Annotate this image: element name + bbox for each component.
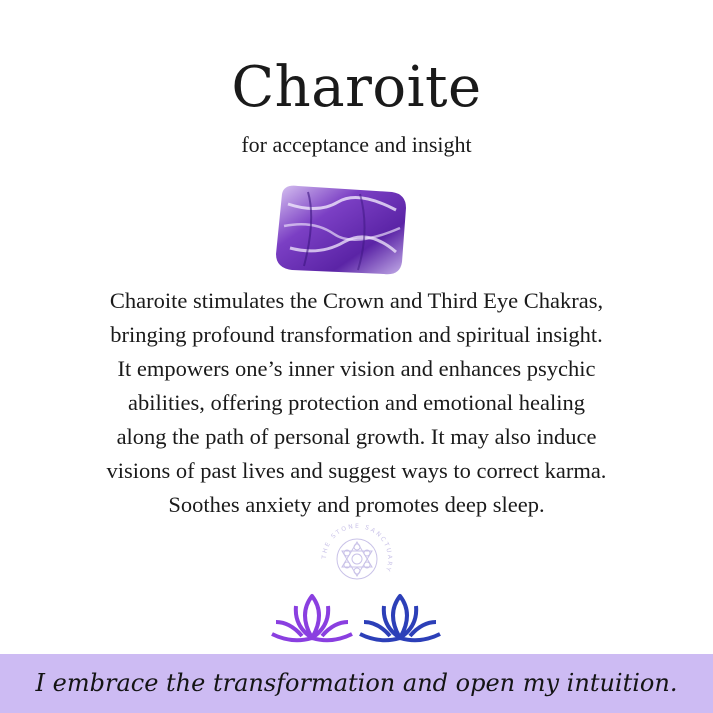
description-line: Soothes anxiety and promotes deep sleep.: [168, 492, 545, 517]
charoite-stone-icon: [268, 180, 412, 280]
page-title: Charoite: [231, 55, 482, 120]
affirmation-text: I embrace the transformation and open my intuition.: [35, 669, 678, 697]
description-line: bringing profound transformation and spiritual insight.: [110, 322, 603, 347]
description-line: Charoite stimulates the Crown and Third Eye Chakras,: [109, 288, 604, 313]
svg-text:THE STONE SANCTUARY: THE STONE SANCTUARY: [320, 522, 394, 574]
description-line: visions of past lives and suggest ways to correct karma.: [106, 458, 607, 483]
description: [40, 284, 673, 522]
description-line: It empowers one’s inner vision and enhances psychic: [117, 356, 596, 381]
description-line: along the path of personal growth. It may also induce: [116, 424, 597, 449]
lotus-blue-icon: [356, 592, 444, 644]
lotus-purple-icon: [268, 592, 356, 644]
description-line: abilities, offering protection and emotional healing: [128, 390, 585, 415]
affirmation-banner: [0, 654, 713, 713]
metatron-cube-seal-icon: [318, 520, 396, 598]
page-subtitle: for acceptance and insight: [241, 132, 472, 157]
